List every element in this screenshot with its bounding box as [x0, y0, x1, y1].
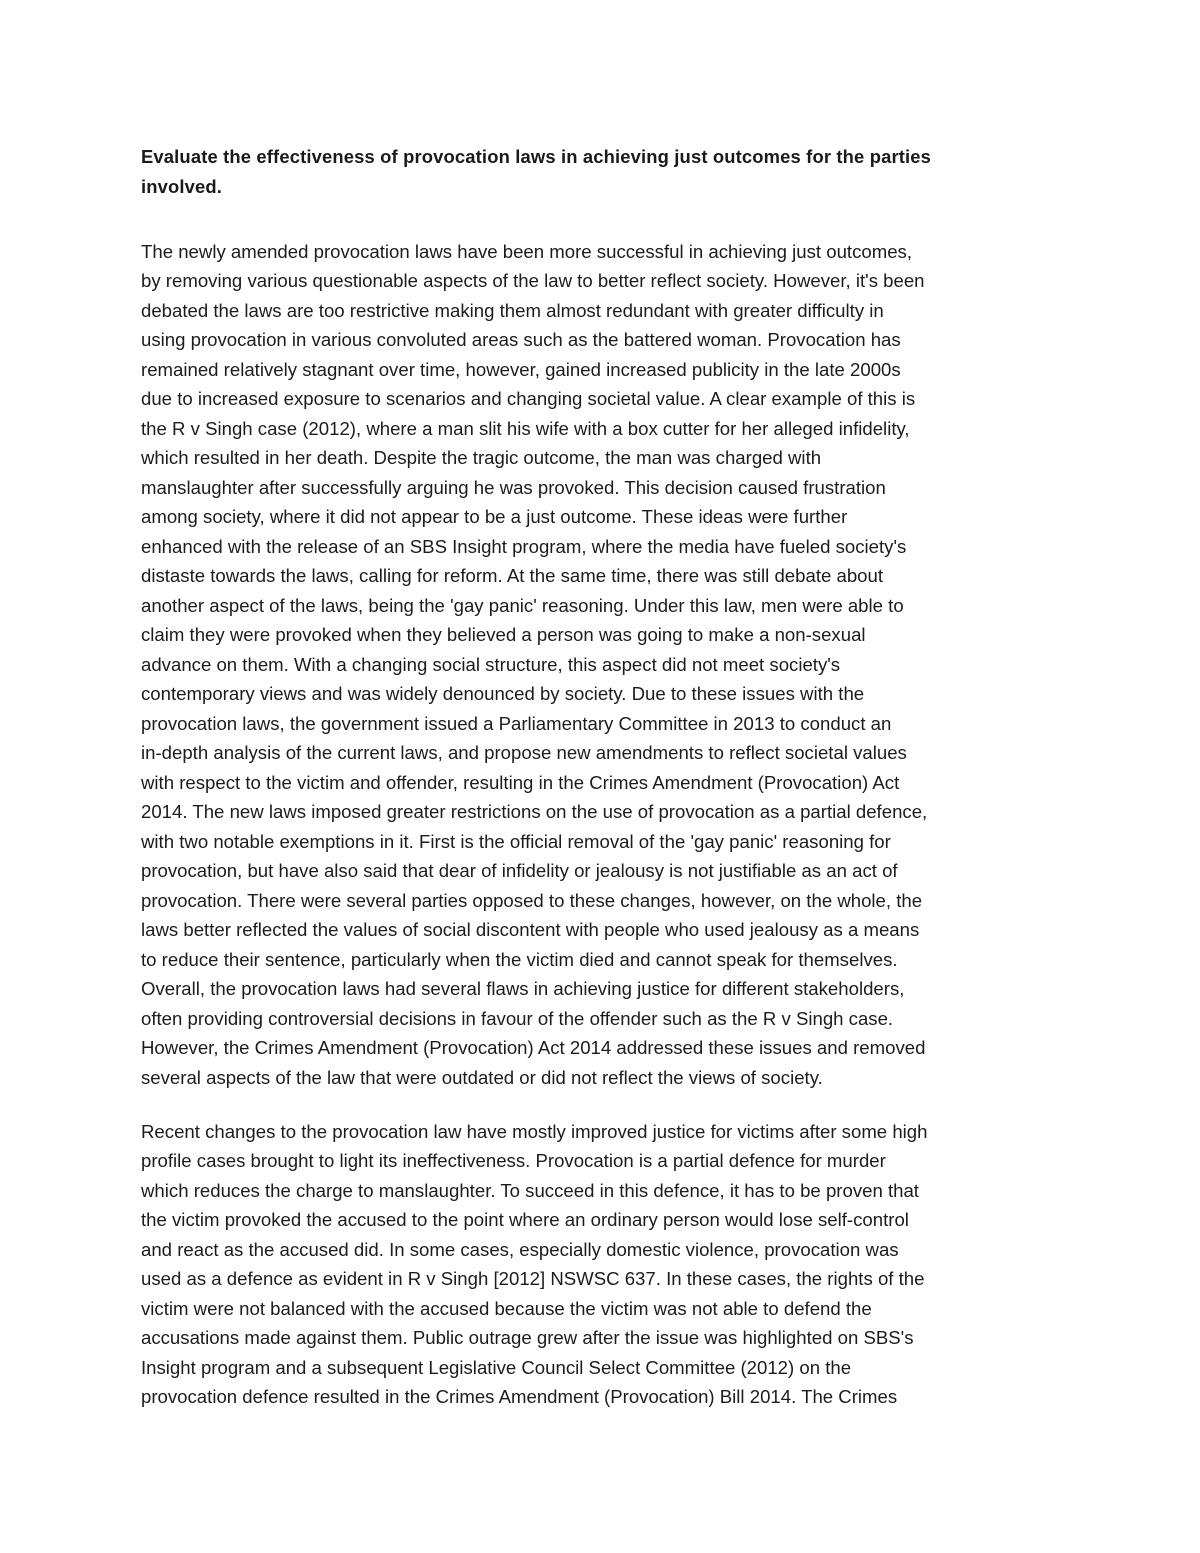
- text-line: the R v Singh case (2012), where a man slit his wife with a box cutter for her alleged infidelity,: [141, 417, 910, 439]
- text-line: manslaughter after successfully arguing he was provoked. This decision caused frustration: [141, 476, 886, 498]
- text-line: distaste towards the laws, calling for reform. At the same time, there was still debate about: [141, 565, 884, 586]
- text-line: another aspect of the laws, being the 'gay panic' reasoning. Under this law, men were able to: [141, 594, 904, 616]
- text-line: provocation laws, the government issued a Parliamentary Committee in 2013 to conduct an: [141, 712, 892, 734]
- text-line: and react as the accused did. In some cases, especially domestic violence, provocation was: [141, 1238, 899, 1260]
- text-line: in-depth analysis of the current laws, and propose new amendments to reflect societal values: [141, 742, 907, 763]
- text-line: Insight program and a subsequent Legislative Council Select Committee (2012) on the: [141, 1356, 852, 1378]
- text-line: provocation. There were several parties opposed to these changes, however, on the whole, the: [141, 889, 923, 911]
- text-line: enhanced with the release of an SBS Insight program, where the media have fueled society's: [141, 535, 907, 557]
- text-line: to reduce their sentence, particularly when the victim died and cannot speak for themselves.: [141, 948, 898, 970]
- text-line: Overall, the provocation laws had several flaws in achieving justice for different stakeholders,: [141, 978, 905, 999]
- text-line: contemporary views and was widely denounced by society. Due to these issues with the: [141, 683, 865, 704]
- text-line: remained relatively stagnant over time, however, gained increased publicity in the late 2000s: [141, 358, 901, 380]
- text-line: which reduces the charge to manslaughter. To succeed in this defence, it has to be proven that: [141, 1179, 919, 1201]
- text-line: victim were not balanced with the accused because the victim was not able to defend the: [141, 1297, 872, 1319]
- text-line: 2014. The new laws imposed greater restrictions on the use of provocation as a partial defence,: [141, 801, 928, 822]
- text-line: accusations made against them. Public outrage grew after the issue was highlighted on SBS's: [141, 1327, 914, 1348]
- heading-line: Evaluate the effectiveness of provocation laws in achieving just outcomes for the parties: [141, 146, 932, 167]
- text-line: However, the Crimes Amendment (Provocation) Act 2014 addressed these issues and removed: [141, 1037, 926, 1058]
- text-line: with respect to the victim and offender, resulting in the Crimes Amendment (Provocation) Act: [141, 771, 900, 793]
- heading-line: involved.: [141, 175, 223, 197]
- text-line: provocation defence resulted in the Crimes Amendment (Provocation) Bill 2014. The Crimes: [141, 1386, 898, 1407]
- essay-question-heading: [141, 142, 931, 201]
- text-line: with two notable exemptions in it. First is the official removal of the 'gay panic' reasoning for: [141, 830, 891, 852]
- text-line: among society, where it did not appear to be a just outcome. These ideas were further: [141, 506, 848, 527]
- text-line: profile cases brought to light its ineffectiveness. Provocation is a partial defence for murder: [141, 1150, 886, 1171]
- text-line: which resulted in her death. Despite the tragic outcome, the man was charged with: [141, 447, 822, 468]
- text-line: provocation, but have also said that dear of infidelity or jealousy is not justifiable as an act of: [141, 860, 898, 881]
- text-line: laws better reflected the values of social discontent with people who used jealousy as a means: [141, 919, 920, 940]
- text-line: debated the laws are too restrictive making them almost redundant with greater difficulty in: [141, 299, 884, 321]
- text-line: The newly amended provocation laws have been more successful in achieving just outcomes,: [141, 240, 913, 262]
- text-line: used as a defence as evident in R v Singh [2012] NSWSC 637. In these cases, the rights of the: [141, 1268, 925, 1289]
- text-line: due to increased exposure to scenarios and changing societal value. A clear example of this is: [141, 388, 916, 409]
- text-line: Recent changes to the provocation law have mostly improved justice for victims after some high: [141, 1120, 928, 1142]
- text-line: by removing various questionable aspects of the law to better reflect society. However, it's been: [141, 270, 925, 291]
- text-line: using provocation in various convoluted areas such as the battered woman. Provocation has: [141, 329, 901, 350]
- text-line: the victim provoked the accused to the point where an ordinary person would lose self-control: [141, 1209, 909, 1230]
- text-line: claim they were provoked when they believed a person was going to make a non-sexual: [141, 624, 866, 645]
- text-line: advance on them. With a changing social structure, this aspect did not meet society's: [141, 653, 841, 675]
- text-line: often providing controversial decisions in favour of the offender such as the R v Singh case.: [141, 1007, 894, 1029]
- text-line: several aspects of the law that were outdated or did not reflect the views of society.: [141, 1066, 823, 1088]
